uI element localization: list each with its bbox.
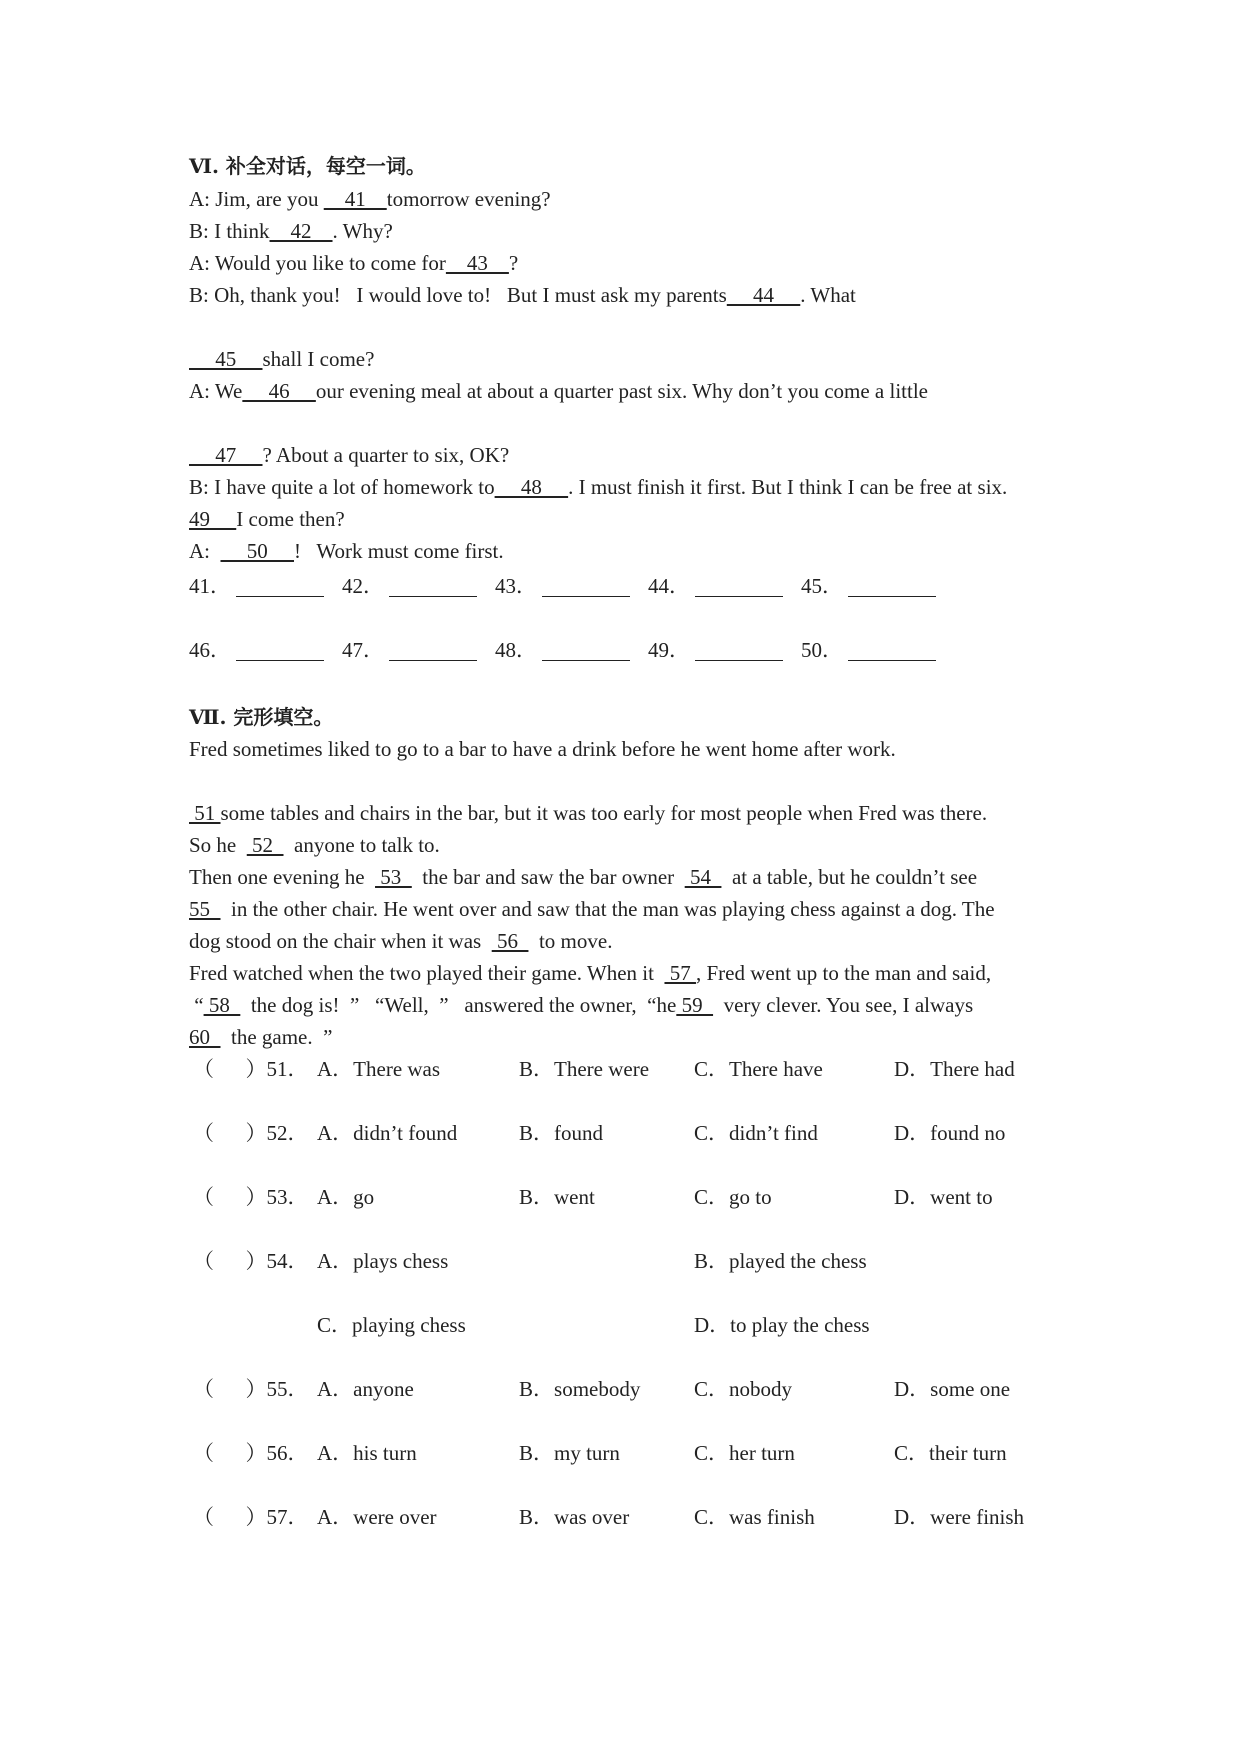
dialogue-text: ! Work must come first. bbox=[294, 539, 504, 563]
passage-text: So he bbox=[189, 833, 247, 857]
answer-number: 45． bbox=[801, 574, 843, 598]
option-label: A． bbox=[317, 1505, 354, 1529]
section-6-heading: Ⅵ. 补全对话，每空一词。 bbox=[189, 154, 426, 178]
option-label: D． bbox=[894, 1377, 931, 1401]
option-c[interactable] bbox=[694, 1437, 795, 1469]
blank-42: 42 bbox=[269, 219, 333, 243]
option-label: A． bbox=[317, 1121, 354, 1145]
option-b[interactable] bbox=[519, 1053, 649, 1085]
option-a[interactable] bbox=[317, 1437, 417, 1469]
option-label: C． bbox=[694, 1121, 730, 1145]
answer-slot-46[interactable] bbox=[189, 634, 324, 666]
dialogue-line-3 bbox=[189, 247, 518, 279]
answer-line[interactable] bbox=[542, 574, 630, 597]
answer-slot-44[interactable] bbox=[648, 570, 783, 602]
option-label: D． bbox=[894, 1505, 931, 1529]
option-text: There were bbox=[554, 1057, 650, 1081]
option-text: plays chess bbox=[353, 1249, 449, 1273]
option-c[interactable] bbox=[694, 1117, 818, 1149]
blank-47: 47 bbox=[189, 443, 263, 467]
blank-43: 43 bbox=[445, 251, 509, 275]
option-d[interactable] bbox=[894, 1053, 1015, 1085]
answer-slot-45[interactable] bbox=[801, 570, 936, 602]
dialogue-text: ? About a quarter to six, OK? bbox=[262, 443, 510, 467]
passage-text: the bar and saw the bar owner bbox=[411, 865, 685, 889]
option-text: go to bbox=[729, 1185, 772, 1209]
option-text: went bbox=[554, 1185, 595, 1209]
dialogue-text: ? bbox=[508, 251, 519, 275]
dialogue-line-1 bbox=[189, 183, 551, 215]
question-number[interactable]: （ ）53． bbox=[193, 1185, 309, 1209]
option-text: were finish bbox=[930, 1505, 1025, 1529]
dialogue-line-10 bbox=[189, 535, 504, 567]
answer-number: 43． bbox=[495, 574, 537, 598]
answer-line[interactable] bbox=[848, 574, 936, 597]
option-text: his turn bbox=[353, 1441, 417, 1465]
answer-line[interactable] bbox=[236, 638, 324, 661]
option-text: go bbox=[353, 1185, 375, 1209]
option-text: somebody bbox=[554, 1377, 641, 1401]
option-label: C． bbox=[894, 1441, 930, 1465]
answer-line[interactable] bbox=[542, 638, 630, 661]
option-c[interactable] bbox=[694, 1053, 823, 1085]
dialogue-text: A: bbox=[189, 539, 221, 563]
dialogue-text: I come then? bbox=[236, 507, 345, 531]
blank-59: 59 bbox=[676, 993, 714, 1017]
option-label: C． bbox=[694, 1441, 730, 1465]
option-label: B． bbox=[519, 1505, 555, 1529]
option-label: A． bbox=[317, 1377, 354, 1401]
answer-line[interactable] bbox=[389, 574, 477, 597]
passage-line-4 bbox=[189, 861, 977, 893]
option-label: C． bbox=[694, 1505, 730, 1529]
dialogue-text: shall I come? bbox=[262, 347, 375, 371]
option-text: found bbox=[554, 1121, 604, 1145]
answer-line[interactable] bbox=[389, 638, 477, 661]
option-text: was finish bbox=[729, 1505, 815, 1529]
passage-text: Fred watched when the two played their game. When it bbox=[189, 961, 665, 985]
option-text: didn’t find bbox=[729, 1121, 818, 1145]
passage-text: , Fred went up to the man and said, bbox=[695, 961, 992, 985]
option-c[interactable] bbox=[694, 1181, 772, 1213]
passage-line-6 bbox=[189, 925, 612, 957]
option-label: D． bbox=[694, 1313, 731, 1337]
option-label: B． bbox=[694, 1249, 730, 1273]
passage-line-8 bbox=[189, 989, 973, 1021]
answer-slot-48[interactable] bbox=[495, 634, 630, 666]
blank-49: 49 bbox=[189, 507, 237, 531]
option-d[interactable] bbox=[894, 1117, 1005, 1149]
option-d[interactable] bbox=[894, 1501, 1024, 1533]
passage-line-7 bbox=[189, 957, 991, 989]
option-a[interactable] bbox=[317, 1181, 374, 1213]
blank-45: 45 bbox=[189, 347, 263, 371]
option-text: my turn bbox=[554, 1441, 620, 1465]
option-a[interactable] bbox=[317, 1053, 440, 1085]
answer-line[interactable] bbox=[848, 638, 936, 661]
question-number[interactable]: （ ）52． bbox=[193, 1121, 309, 1145]
blank-51: 51 bbox=[189, 801, 221, 825]
answer-line[interactable] bbox=[236, 574, 324, 597]
dialogue-line-5 bbox=[189, 343, 374, 375]
option-c[interactable] bbox=[317, 1309, 466, 1341]
option-text: playing chess bbox=[352, 1313, 466, 1337]
answer-number: 44． bbox=[648, 574, 690, 598]
answer-number: 47． bbox=[342, 638, 384, 662]
option-a[interactable] bbox=[317, 1245, 448, 1277]
option-text: some one bbox=[930, 1377, 1011, 1401]
option-d[interactable] bbox=[694, 1309, 870, 1341]
blank-53: 53 bbox=[375, 865, 412, 889]
dialogue-line-4 bbox=[189, 279, 856, 311]
dialogue-line-8 bbox=[189, 471, 1007, 503]
passage-text: the game. ” bbox=[220, 1025, 333, 1049]
option-label: C． bbox=[694, 1057, 730, 1081]
dialogue-text: A: Jim, are you bbox=[189, 187, 324, 211]
blank-41: 41 bbox=[323, 187, 387, 211]
answer-number: 48． bbox=[495, 638, 537, 662]
answer-number: 42． bbox=[342, 574, 384, 598]
answer-slot-43[interactable] bbox=[495, 570, 630, 602]
option-a[interactable] bbox=[317, 1373, 414, 1405]
blank-44: 44 bbox=[726, 283, 801, 307]
answer-number: 46． bbox=[189, 638, 231, 662]
option-text: were over bbox=[353, 1505, 437, 1529]
answer-slot-42[interactable] bbox=[342, 570, 477, 602]
passage-line-9 bbox=[189, 1021, 332, 1053]
answer-number: 41． bbox=[189, 574, 231, 598]
option-b[interactable] bbox=[519, 1373, 640, 1405]
passage-text: very clever. You see, I always bbox=[713, 993, 974, 1017]
blank-56: 56 bbox=[491, 929, 529, 953]
passage-line-5 bbox=[189, 893, 995, 925]
option-label: B． bbox=[519, 1057, 555, 1081]
option-label: A． bbox=[317, 1441, 354, 1465]
answer-number: 49． bbox=[648, 638, 690, 662]
dialogue-text: A: We bbox=[189, 379, 243, 403]
passage-line-2 bbox=[189, 797, 987, 829]
dialogue-text: tomorrow evening? bbox=[386, 187, 551, 211]
dialogue-text: . What bbox=[800, 283, 856, 307]
blank-50: 50 bbox=[220, 539, 294, 563]
dialogue-line-7 bbox=[189, 439, 509, 471]
question-number[interactable]: （ ）57． bbox=[193, 1505, 309, 1529]
blank-48: 48 bbox=[494, 475, 569, 499]
option-text: There was bbox=[353, 1057, 441, 1081]
option-b[interactable] bbox=[519, 1437, 620, 1469]
passage-text: anyone to talk to. bbox=[283, 833, 440, 857]
option-c[interactable] bbox=[694, 1501, 815, 1533]
option-b[interactable] bbox=[519, 1117, 603, 1149]
option-text: to play the chess bbox=[730, 1313, 870, 1337]
question-number[interactable]: （ ）54． bbox=[193, 1249, 309, 1273]
option-label: A． bbox=[317, 1249, 354, 1273]
dialogue-text: . I must finish it first. But I think I can be free at six. bbox=[568, 475, 1008, 499]
answer-slot-50[interactable] bbox=[801, 634, 936, 666]
passage-text: Fred sometimes liked to go to a bar to have a drink before he went home after work. bbox=[189, 737, 896, 761]
blank-52: 52 bbox=[246, 833, 284, 857]
option-label: B． bbox=[519, 1441, 555, 1465]
option-b[interactable] bbox=[519, 1501, 629, 1533]
answer-slot-41[interactable] bbox=[189, 570, 324, 602]
question-number[interactable]: （ ）56． bbox=[193, 1441, 309, 1465]
answer-slot-49[interactable] bbox=[648, 634, 783, 666]
option-label: A． bbox=[317, 1057, 354, 1081]
option-label: A． bbox=[317, 1185, 354, 1209]
answer-slot-47[interactable] bbox=[342, 634, 477, 666]
question-number[interactable]: （ ）55． bbox=[193, 1377, 309, 1401]
option-text: was over bbox=[554, 1505, 630, 1529]
option-b[interactable] bbox=[519, 1181, 595, 1213]
dialogue-line-9 bbox=[189, 503, 345, 535]
option-label: C． bbox=[694, 1377, 730, 1401]
option-label: B． bbox=[519, 1185, 555, 1209]
option-c[interactable] bbox=[694, 1373, 792, 1405]
dialogue-line-6 bbox=[189, 375, 928, 407]
dialogue-text: A: Would you like to come for bbox=[189, 251, 446, 275]
blank-60: 60 bbox=[189, 1025, 221, 1049]
option-label: D． bbox=[894, 1185, 931, 1209]
option-a[interactable] bbox=[317, 1117, 457, 1149]
option-text: went to bbox=[930, 1185, 993, 1209]
question-number[interactable]: （ ）51． bbox=[193, 1057, 309, 1081]
answer-number: 50． bbox=[801, 638, 843, 662]
option-d[interactable] bbox=[894, 1181, 993, 1213]
option-label: B． bbox=[519, 1121, 555, 1145]
option-label: C． bbox=[694, 1185, 730, 1209]
option-text: There have bbox=[729, 1057, 823, 1081]
option-text: their turn bbox=[929, 1441, 1007, 1465]
dialogue-text: B: I think bbox=[189, 219, 270, 243]
answer-line[interactable] bbox=[695, 574, 783, 597]
option-d[interactable] bbox=[894, 1373, 1010, 1405]
option-text: found no bbox=[930, 1121, 1006, 1145]
blank-46: 46 bbox=[242, 379, 316, 403]
dialogue-text: B: I have quite a lot of homework to bbox=[189, 475, 495, 499]
option-text: anyone bbox=[353, 1377, 414, 1401]
dialogue-text: B: Oh, thank you! I would love to! But I must ask my parents bbox=[189, 283, 727, 307]
passage-text: dog stood on the chair when it was bbox=[189, 929, 492, 953]
option-text: nobody bbox=[729, 1377, 793, 1401]
answer-line[interactable] bbox=[695, 638, 783, 661]
option-d[interactable] bbox=[894, 1437, 1007, 1469]
passage-line-1 bbox=[189, 733, 896, 765]
blank-54: 54 bbox=[684, 865, 722, 889]
blank-58: 58 bbox=[203, 993, 241, 1017]
option-a[interactable] bbox=[317, 1501, 437, 1533]
passage-text: the dog is! ” “Well, ” answered the owner, “he bbox=[240, 993, 677, 1017]
blank-57: 57 bbox=[664, 961, 696, 985]
passage-text: in the other chair. He went over and saw that the man was playing chess against a dog. The bbox=[220, 897, 995, 921]
option-label: D． bbox=[894, 1057, 931, 1081]
option-text: her turn bbox=[729, 1441, 795, 1465]
dialogue-text: . Why? bbox=[332, 219, 393, 243]
option-label: C． bbox=[317, 1313, 353, 1337]
passage-text: to move. bbox=[528, 929, 613, 953]
option-text: played the chess bbox=[729, 1249, 867, 1273]
passage-text: “ bbox=[189, 993, 204, 1017]
section-7-heading: Ⅶ. 完形填空。 bbox=[189, 705, 334, 729]
passage-line-3 bbox=[189, 829, 440, 861]
dialogue-line-2 bbox=[189, 215, 393, 247]
option-b[interactable] bbox=[694, 1245, 867, 1277]
option-text: didn’t found bbox=[353, 1121, 458, 1145]
blank-55: 55 bbox=[189, 897, 221, 921]
passage-text: Then one evening he bbox=[189, 865, 376, 889]
option-label: D． bbox=[894, 1121, 931, 1145]
passage-text: at a table, but he couldn’t see bbox=[721, 865, 978, 889]
passage-text: some tables and chairs in the bar, but it was too early for most people when Fred was there. bbox=[220, 801, 988, 825]
option-text: There had bbox=[930, 1057, 1015, 1081]
dialogue-text: our evening meal at about a quarter past six. Why don’t you come a little bbox=[315, 379, 928, 403]
option-label: B． bbox=[519, 1377, 555, 1401]
